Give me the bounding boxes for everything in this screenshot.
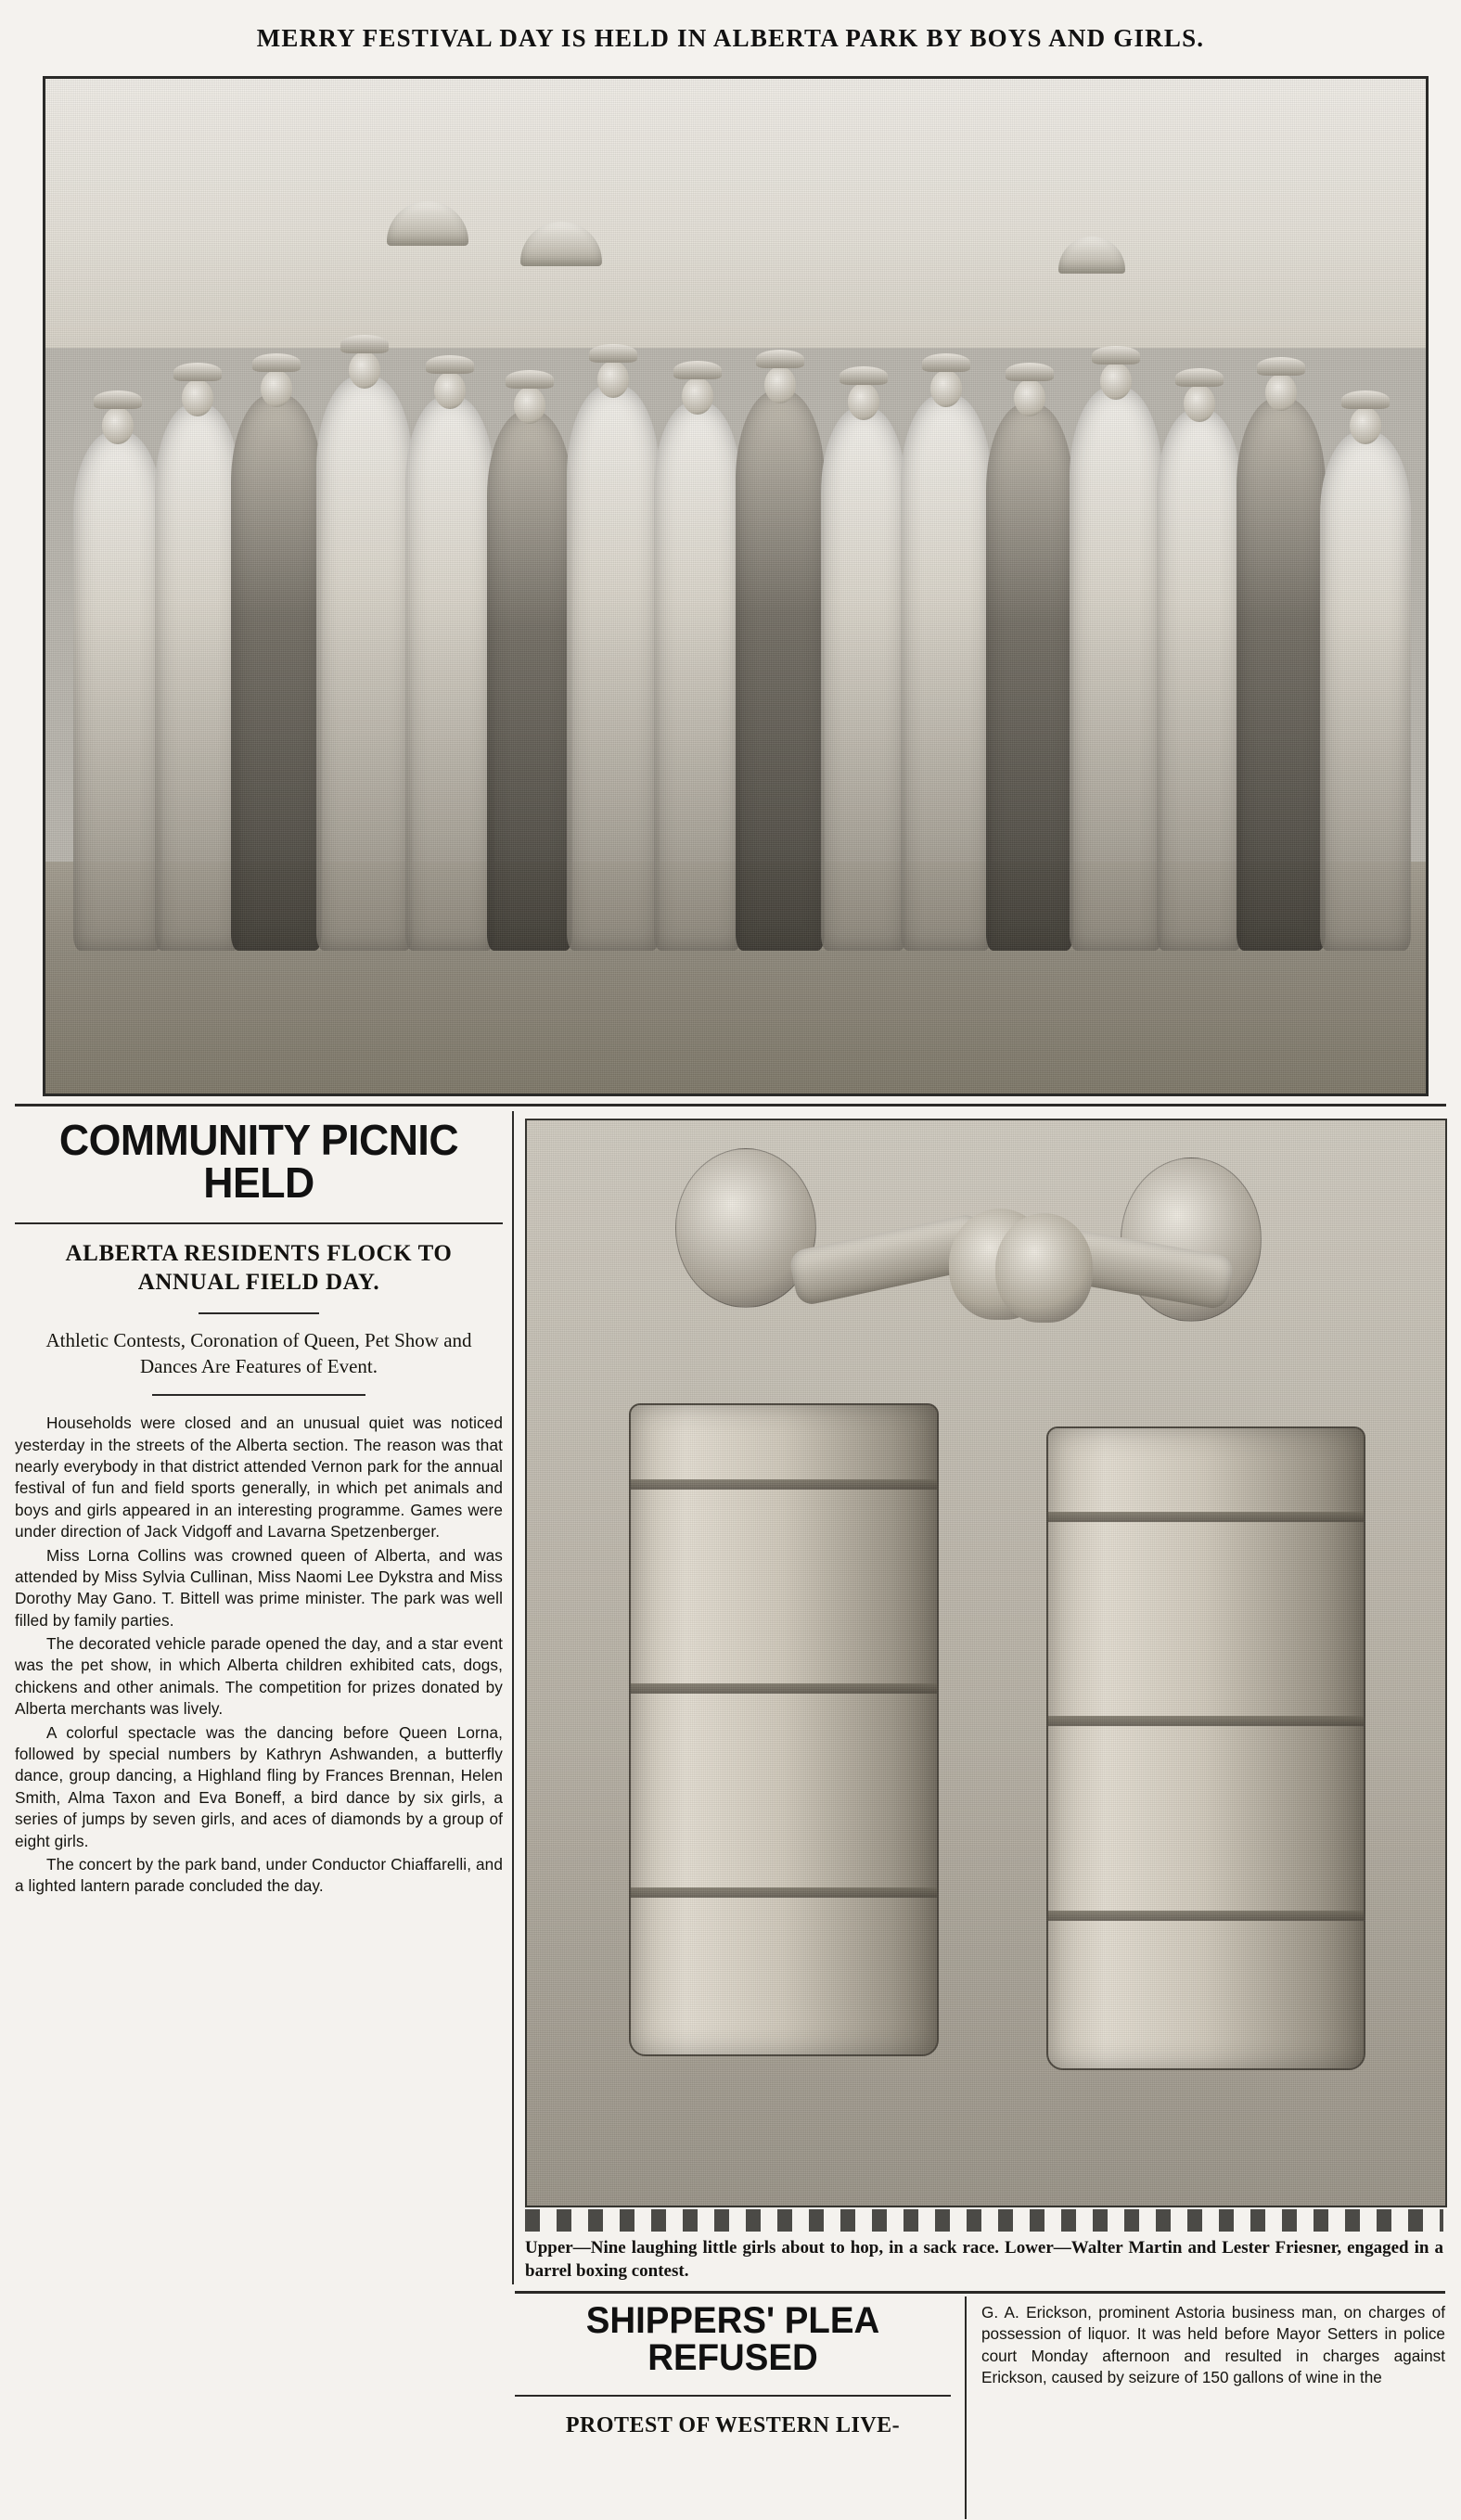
paragraph: The concert by the park band, under Conductor Chiaffarelli, and a lighted lantern parade concluded the day. xyxy=(15,1855,503,1896)
rule-between-bottom-columns xyxy=(965,2296,967,2519)
rule-under-subhead xyxy=(199,1312,319,1314)
subhead-protest-western-live: PROTEST OF WESTERN LIVE- xyxy=(565,2413,901,2437)
photo-barrel-boxing xyxy=(525,1119,1447,2207)
caption-lower-photo: Upper—Nine laughing little girls about to hop, in a sack race. Lower—Walter Martin and Lester Friesner, engaged in a barrel boxing contest. xyxy=(525,2238,1443,2281)
rule-under-shippers-headline xyxy=(515,2395,951,2397)
rule-under-headline xyxy=(15,1222,503,1224)
rule-below-top-photo xyxy=(15,1104,1446,1106)
headline-shippers-plea: SHIPPERS' PLEA REFUSED xyxy=(585,2300,880,2378)
photo-sack-race-group xyxy=(43,76,1429,1096)
article-shippers-plea xyxy=(515,2302,951,2439)
barrel-left xyxy=(629,1403,939,2056)
headline-community-picnic: COMMUNITY PICNIC HELD xyxy=(58,1116,459,1207)
boxer-right-glove xyxy=(995,1213,1093,1323)
paragraph: Miss Lorna Collins was crowned queen of Alberta, and was attended by Miss Sylvia Cullinan, Miss Naomi Lee Dykstra and Miss Dorothy May Gano. T. Bittell was prime minister. The park was well filled by family parties. xyxy=(15,1545,503,1630)
paragraph: A colorful spectacle was the dancing before Queen Lorna, followed by special numbers by Kathryn Ashwanden, a butterfly dance, group dancing, a Highland fling by Frances Brennan, Helen Smith, Alma Taxon and Eva Boneff, a bird dance by six girls, a series of jumps by seven girls, and aces of diamonds by a group of eight girls. xyxy=(15,1722,503,1850)
subhead-alberta-residents: ALBERTA RESIDENTS FLOCK TO ANNUAL FIELD DAY. xyxy=(65,1241,453,1296)
rule-between-columns xyxy=(512,1111,514,2284)
deck-features-of-event: Athletic Contests, Coronation of Queen, Pet Show and Dances Are Features of Event. xyxy=(45,1328,472,1377)
paragraph: Households were closed and an unusual quiet was noticed yesterday in the streets of the Alberta section. The reason was that nearly everybody in that district attended Vernon park for the annual festival of fun and field sports generally, in which pet animals and boys and girls appeared in an interesting programme. Games were under direction of Jack Vidgoff and Lavarna Spetzenberger. xyxy=(15,1414,503,1541)
rule-above-bottom-columns xyxy=(515,2291,1445,2294)
body-community-picnic xyxy=(15,1413,503,1898)
photo-figures xyxy=(45,218,1426,951)
article-community-picnic xyxy=(15,1116,503,2510)
page-top-headline: MERRY FESTIVAL DAY IS HELD IN ALBERTA PARK BY BOYS AND GIRLS. xyxy=(256,24,1205,52)
paragraph: The decorated vehicle parade opened the day, and a star event was the pet show, in which Alberta children exhibited cats, dogs, chickens and other animals. The competition for prizes donated by Alberta merchants was lively. xyxy=(15,1634,503,1719)
rule-under-deck xyxy=(152,1394,365,1396)
paragraph: G. A. Erickson, prominent Astoria business man, on charges of possession of liquor. It was held before Mayor Setters in police court Monday afternoon and resulted in charges against Erickson, caused by seizure of 150 gallons of wine in the xyxy=(981,2303,1445,2387)
barrel-right xyxy=(1046,1426,1365,2070)
photo-decorative-border xyxy=(525,2209,1443,2232)
article-erickson xyxy=(981,2302,1445,2389)
